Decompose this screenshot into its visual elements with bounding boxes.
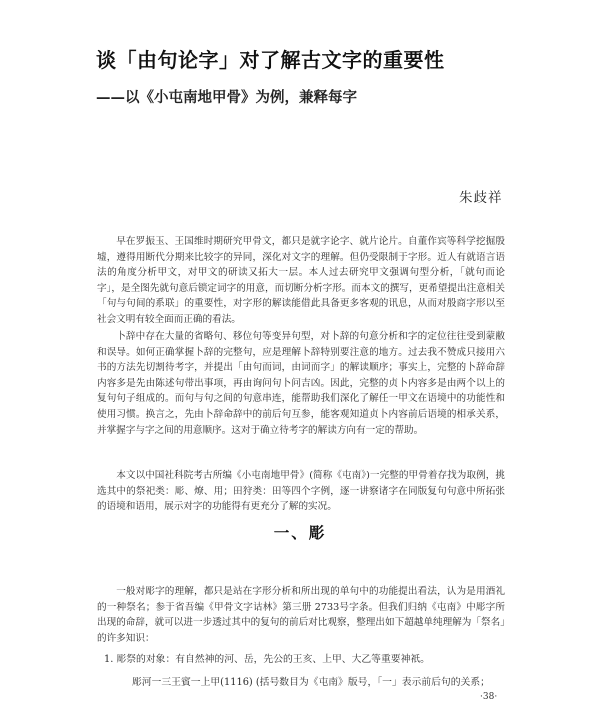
section-paragraph-1 xyxy=(97,584,505,646)
paragraph-text: 本文以中国社科院考古所编《小屯南地甲骨》(简称《屯南》)一完整的甲骨着存找为取例，挑选其中的祭祀类：彫、燎、用；田狩类：田等四个字例，逐一讲察诸字在同版复句句意中所拓张的语境和语用，展示对字的功能得有更充分了解的实况。 xyxy=(97,470,505,513)
section-heading: 一、彫 xyxy=(273,524,327,542)
intro-paragraph-2 xyxy=(97,329,505,438)
paragraph-text: 早在罗振玉、王国维时期研究甲骨文，都只是就字论字、就片论片。自董作宾等科学挖掘殷墟，遵得用断代分期来比较字的异同，深化对文字的理解。但仍受限制于字形。近人有就语言语法的角度分析甲文，对甲文的研读又拓大一层。本人过去研究甲文强调句型分析，「就句而论字」，是全图先就句意后锁定词字的用意，而切断分析字形。而本文的撰写，更希望提出注意相关「句与句间的系联」的重要性，对字形的解读能借此具备更多客观的讯息，从而对殷商字形以至社会文明有较全面而正确的看法。 xyxy=(97,236,505,325)
article-title: 谈「由句论字」对了解古文字的重要性 xyxy=(96,48,445,72)
article-subtitle: ——以《小屯南地甲骨》为例，兼释每字 xyxy=(96,89,357,106)
list-item: 1. 彫祭的对象：有自然神的河、岳，先公的王亥、上甲、大乙等重要神祇。 xyxy=(104,654,430,665)
paragraph-text: 卜辞中存在大量的省略句、移位句等变异句型，对卜辞的句意分析和字的定位往往受到蒙敝和误导。如何正确掌握卜辞的完整句，应是理解卜辞特别要注意的地方。过去我不赞成只接用六书的方法先切割待考字，并提出「由句而词，由词而字」的解读顺序；事实上，完整的卜辞命辞内容多是先由陈述句带出事项，再由询问句卜问吉凶。因此，完整的贞卜内容多是由两个以上的复句句子组成的。而句与句之间的句意串连，能帮助我们深化了解任一甲文在语境中的功能性和使用习惯。换言之，先由卜辞命辞中的前后句互参，能客观知道贞卜内容前后语境的相承关系，并掌握字与字之间的用意顺序。这对于确立待考字的解读方向有一定的帮助。 xyxy=(97,331,505,436)
paragraph-text: 一般对彫字的理解，都只是站在字形分析和所出现的单句中的功能提出看法，认为是用酒礼的一种祭名；参于省吾编《甲骨文字诂林》第三册 2733号字条。但我们归纳《屯南》中彫字所出现的命辞，就可以进一步透过其中的复句的前后对比观察，整理出如下超越单纯理解为「祭名」的许多知识： xyxy=(97,586,505,644)
intro-paragraph-3 xyxy=(97,468,505,515)
intro-paragraph-1 xyxy=(97,234,505,328)
page-number: ·38· xyxy=(480,692,498,702)
inscription-example: 彫河一三王賓一上甲(1116) (括号数目为《屯南》版号，「一」表示前后句的关系； xyxy=(132,677,490,688)
author-name: 朱歧祥 xyxy=(459,190,503,206)
